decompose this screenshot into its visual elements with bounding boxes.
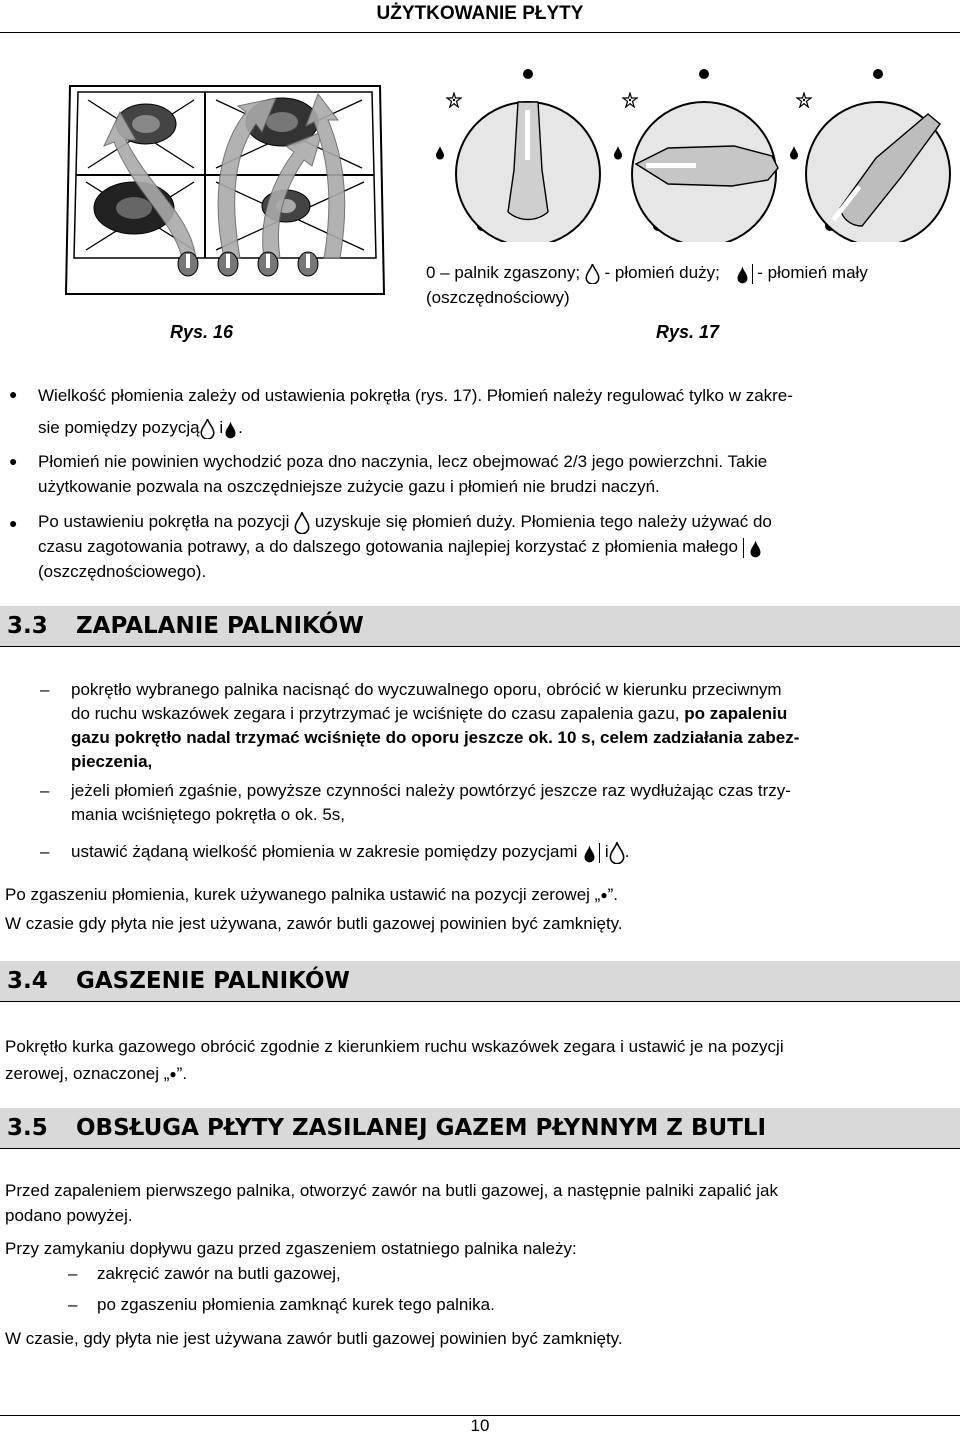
section-number: 3.4 (7, 968, 48, 994)
page-number: 10 (470, 1416, 490, 1435)
header-rule (0, 32, 960, 33)
section-title: GASZENIE PALNIKÓW (76, 968, 350, 994)
small-flame-icon (582, 843, 600, 863)
small-flame-icon (735, 264, 753, 284)
bullet-dot: ● (9, 453, 18, 469)
dash: – (40, 842, 50, 861)
bullet-dot: ● (9, 386, 18, 402)
step-1-text: do ruchu wskazówek zegara i przytrzymać je wciśnięte do czasu zapalenia gazu, (71, 704, 680, 723)
bullet-1-text-c: . (238, 418, 243, 437)
big-flame-icon (609, 842, 625, 864)
step-3 (71, 839, 629, 864)
para-text-b: ”. (607, 885, 618, 904)
step-1-line-4: pieczenia, (71, 752, 153, 771)
small-flame-icon (743, 538, 763, 558)
section-3-5-para-1-line-2: podano powyżej. (5, 1206, 133, 1225)
section-3-3-para-2: W czasie gdy płyta nie jest używana, zawór butli gazowej powinien być zamknięty. (5, 914, 623, 933)
section-3-3-heading (0, 606, 960, 647)
section-3-5-step-2: po zgaszeniu płomienia zamknąć kurek tego palnika. (97, 1295, 495, 1314)
big-flame-icon (585, 264, 600, 284)
small-flame-icon (223, 419, 238, 439)
step-2-line-1: jeżeli płomień zgaśnie, powyższe czynności należy powtórzyć jeszcze raz wydłużając czas trzy- (71, 781, 791, 800)
bullet-3-text-b: uzyskuje się płomień duży. Płomienia tego należy używać do (314, 512, 772, 531)
step-3-text-c: . (624, 842, 630, 861)
legend-note: (oszczędnościowy) (426, 288, 570, 307)
bullet-1-line-2 (38, 415, 243, 440)
legend-small: - płomień mały (757, 263, 868, 282)
para-text-a: Po zgaszeniu płomienia, kurek używanego palnika ustawić na pozycji zerowej „ (5, 885, 601, 904)
section-3-3-para-1 (5, 882, 618, 908)
para-text-b: ”. (176, 1064, 188, 1083)
big-flame-icon (294, 512, 310, 534)
zero-position-dot-icon: ● (600, 888, 608, 903)
section-3-5-para-2: Przy zamykaniu dopływu gazu przed zgaszeniem ostatniego palnika należy: (5, 1239, 577, 1258)
section-3-5-para-1-line-1: Przed zapaleniem pierwszego palnika, otworzyć zawór na butli gazowej, a następnie palniki zapalić jak (5, 1181, 778, 1200)
bullet-3-line-2 (38, 534, 763, 559)
bullet-1-line-1: Wielkość płomienia zależy od ustawienia pokrętła (rys. 17). Płomień należy regulować tylko w zakre- (38, 386, 793, 405)
knob-3 (790, 69, 950, 242)
section-title: ZAPALANIE PALNIKÓW (76, 613, 364, 639)
bullet-3-text-c: czasu zagotowania potrawy, a do dalszego gotowania najlepiej korzystać z płomienia małego (38, 537, 738, 556)
cooktop-figure (64, 82, 386, 298)
page-header: UŻYTKOWANIE PŁYTY (376, 3, 584, 24)
step-1-line-1: pokrętło wybranego palnika nacisnąć do wyczuwalnego oporu, obrócić w kierunku przeciwnym (71, 680, 782, 699)
step-1-bold: po zapaleniu (684, 704, 788, 723)
bullet-dot: ● (9, 515, 18, 531)
dash: – (68, 1264, 78, 1283)
figure-legend (426, 260, 868, 285)
legend-big: - płomień duży; (604, 263, 720, 282)
step-1-line-3: gazu pokrętło nadal trzymać wciśnięte do oporu jeszcze ok. 10 s, celem zadziałania zabez- (71, 728, 800, 747)
knob-2 (614, 69, 778, 242)
figure-16-caption: Rys. 16 (170, 322, 234, 342)
bullet-3-text-a: Po ustawieniu pokrętła na pozycji (38, 512, 290, 531)
bullet-3-line-1 (38, 509, 772, 534)
step-3-text-a: ustawić żądaną wielkość płomienia w zakresie pomiędzy pozycjami (71, 842, 578, 861)
section-3-5-para-3: W czasie, gdy płyta nie jest używana zawór butli gazowej powinien być zamknięty. (5, 1329, 623, 1348)
bullet-1-text-b: i (219, 418, 224, 437)
step-2-line-2: mania wciśniętego pokrętła o ok. 5s, (71, 805, 346, 824)
para-text-a: zerowej, oznaczonej „ (5, 1064, 170, 1083)
step-3-text-b: i (604, 842, 609, 861)
bullet-3-line-3: (oszczędnościowego). (38, 562, 207, 581)
bullet-2-line-2: użytkowanie pozwala na oszczędniejsze zużycie gazu i płomień nie brudzi naczyń. (38, 477, 660, 496)
section-number: 3.3 (7, 613, 48, 639)
section-3-5-step-1: zakręcić zawór na butli gazowej, (97, 1264, 341, 1283)
section-3-5-heading (0, 1108, 960, 1149)
step-1-line-2 (71, 701, 787, 726)
knob-positions-figure (432, 62, 952, 242)
dash: – (68, 1295, 78, 1314)
section-title: OBSŁUGA PŁYTY ZASILANEJ GAZEM PŁYNNYM Z BUTLI (76, 1115, 767, 1141)
section-3-4-line-2 (5, 1061, 187, 1087)
zero-position-dot-icon: ● (169, 1067, 177, 1082)
knob-1 (436, 69, 600, 242)
bullet-2-line-1: Płomień nie powinien wychodzić poza dno naczynia, lecz obejmować 2/3 jego powierzchni. Takie (38, 452, 768, 471)
big-flame-icon (200, 419, 215, 439)
bullet-1-text-a: sie pomiędzy pozycją (38, 418, 200, 437)
section-3-4-line-1: Pokrętło kurka gazowego obrócić zgodnie z kierunkiem ruchu wskazówek zegara i ustawić je na pozycji (5, 1037, 784, 1056)
dash: – (40, 781, 50, 800)
section-number: 3.5 (7, 1115, 48, 1141)
figure-17-caption: Rys. 17 (656, 322, 720, 342)
dash: – (40, 680, 50, 699)
section-3-4-heading (0, 961, 960, 1002)
legend-off: 0 – palnik zgaszony; (426, 263, 581, 282)
